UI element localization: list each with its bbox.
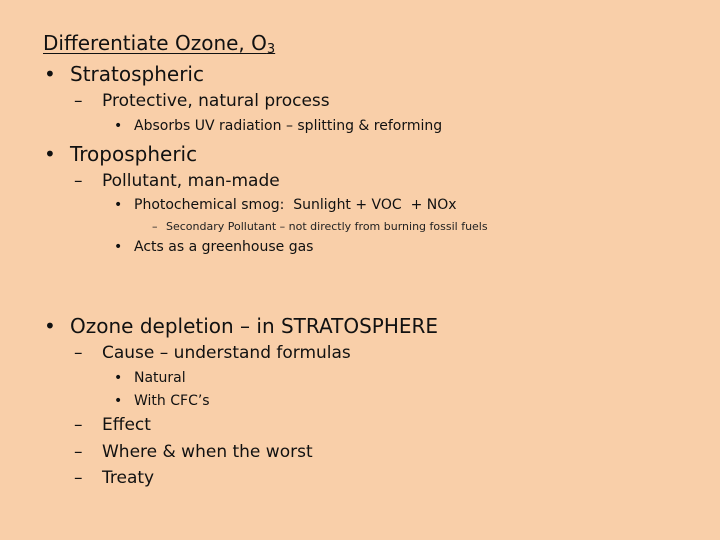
slide-title — [43, 33, 275, 56]
dash-marker: – — [74, 468, 83, 488]
subitem-text: Protective, natural process — [102, 91, 330, 111]
title-text: Differentiate Ozone, O — [43, 31, 267, 55]
dash-marker: – — [152, 220, 158, 233]
detail-absorbs — [114, 118, 443, 134]
bullet-marker: • — [44, 62, 56, 86]
bullet-marker: • — [114, 118, 123, 134]
note-text: Secondary Pollutant – not directly from burning fossil fuels — [166, 220, 488, 233]
dash-marker: – — [74, 415, 83, 435]
subitem-treaty — [74, 468, 155, 488]
bullet-marker: • — [114, 197, 123, 213]
bullet-marker: • — [114, 370, 123, 386]
subitem-pollutant — [74, 171, 280, 191]
detail-cfcs — [114, 393, 210, 409]
dash-marker: – — [74, 91, 83, 111]
bullet-marker: • — [114, 239, 123, 255]
bullet-text: Stratospheric — [70, 62, 204, 86]
dash-marker: – — [74, 343, 83, 363]
dash-marker: – — [74, 171, 83, 191]
bullet-marker: • — [44, 314, 56, 338]
bullet-text: Tropospheric — [70, 142, 198, 166]
subitem-text: Where & when the worst — [102, 442, 313, 462]
detail-photochemical — [114, 197, 457, 213]
title-subscript: 3 — [266, 42, 276, 57]
dash-marker: – — [74, 442, 83, 462]
detail-text: With CFC’s — [134, 393, 210, 409]
bullet-ozone-depletion — [44, 314, 439, 338]
bullet-marker: • — [44, 142, 56, 166]
detail-greenhouse — [114, 239, 314, 255]
subitem-text: Pollutant, man-made — [102, 171, 280, 191]
subitem-text: Treaty — [102, 468, 155, 488]
subitem-cause — [74, 343, 351, 363]
subitem-text: Effect — [102, 415, 151, 435]
bullet-text: Ozone depletion – in STRATOSPHERE — [70, 314, 439, 338]
subitem-protective — [74, 91, 330, 111]
detail-text: Absorbs UV radiation – splitting & reforming — [134, 118, 443, 134]
subitem-where-when — [74, 442, 313, 462]
detail-text: Photochemical smog: Sunlight + VOC + NOx — [134, 197, 457, 213]
bullet-marker: • — [114, 393, 123, 409]
detail-text: Natural — [134, 370, 186, 386]
subitem-effect — [74, 415, 151, 435]
bullet-stratospheric — [44, 62, 204, 86]
detail-natural — [114, 370, 186, 386]
bullet-tropospheric — [44, 142, 198, 166]
note-secondary-pollutant — [152, 220, 488, 233]
detail-text: Acts as a greenhouse gas — [134, 239, 314, 255]
subitem-text: Cause – understand formulas — [102, 343, 351, 363]
